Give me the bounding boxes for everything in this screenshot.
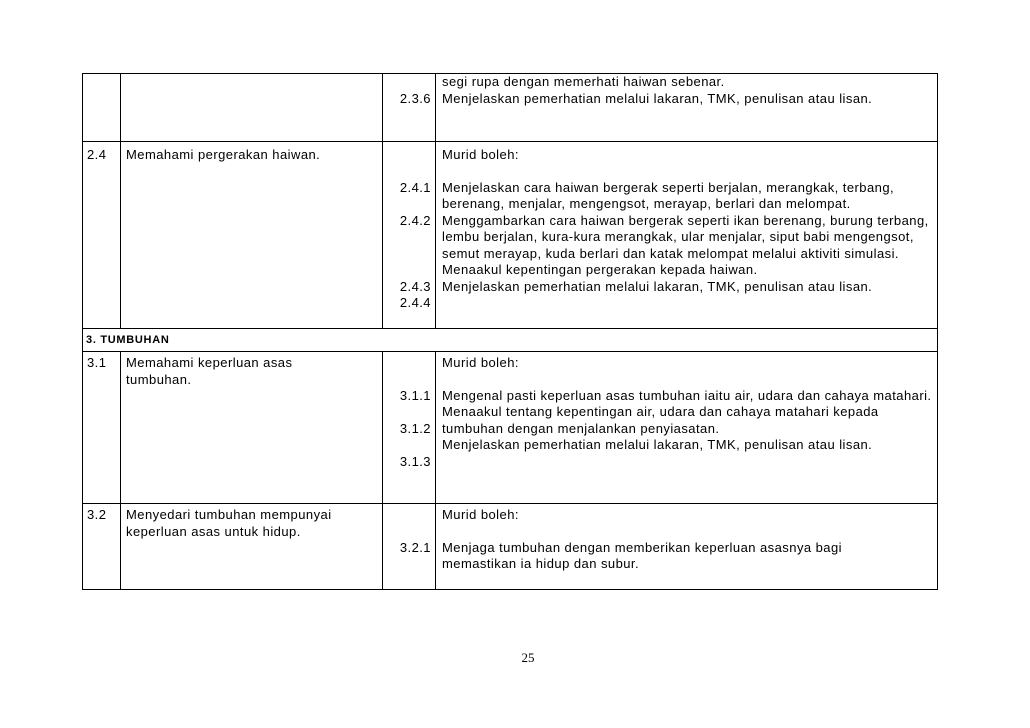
standard-title: Memahami pergerakan haiwan. bbox=[121, 142, 383, 329]
item-texts bbox=[436, 504, 938, 590]
item-numbers bbox=[383, 142, 436, 329]
intro-text: Murid boleh: bbox=[442, 507, 519, 522]
item-texts bbox=[436, 74, 938, 142]
item-number: 3.1.1 bbox=[399, 387, 431, 403]
item-text: Menjelaskan pemerhatian melalui lakaran, TMK, penulisan atau lisan. bbox=[442, 278, 873, 294]
item-text: segi rupa dengan memerhati haiwan sebenar. bbox=[442, 74, 725, 89]
standard-code: 3.2 bbox=[83, 504, 121, 590]
item-number: 3.1.2 bbox=[399, 420, 431, 436]
item-number: 2.4.4 bbox=[399, 295, 431, 310]
item-text: Menjelaskan pemerhatian melalui lakaran, TMK, penulisan atau lisan. bbox=[442, 437, 873, 452]
item-numbers bbox=[383, 74, 436, 142]
item-text: Menjaga tumbuhan dengan memberikan keperluan asasnya bagi memastikan ia hidup dan subur. bbox=[442, 539, 843, 571]
item-number bbox=[383, 74, 431, 91]
curriculum-table bbox=[82, 73, 938, 590]
table-row bbox=[83, 504, 938, 590]
standard-title: Menyedari tumbuhan mempunyai keperluan asas untuk hidup. bbox=[121, 504, 383, 590]
item-texts bbox=[436, 352, 938, 504]
section-row bbox=[83, 329, 938, 352]
section-heading: 3. TUMBUHAN bbox=[83, 329, 938, 352]
item-numbers bbox=[383, 504, 436, 590]
standard-code: 2.4 bbox=[83, 142, 121, 329]
standard-code: 3.1 bbox=[83, 352, 121, 504]
standard-title bbox=[121, 74, 383, 142]
intro-text: Murid boleh: bbox=[442, 355, 519, 370]
item-number: 3.2.1 bbox=[399, 539, 431, 555]
standard-title: Memahami keperluan asas tumbuhan. bbox=[121, 352, 383, 504]
table-row bbox=[83, 74, 938, 142]
table-row bbox=[83, 142, 938, 329]
item-number: 2.4.3 bbox=[399, 278, 431, 294]
item-text: Menaakul tentang kepentingan air, udara dan cahaya matahari kepada tumbuhan dengan menjalankan penyiasatan. bbox=[442, 404, 879, 436]
page-number: 25 bbox=[521, 650, 535, 665]
item-numbers bbox=[383, 352, 436, 504]
item-text: Menggambarkan cara haiwan bergerak seperti ikan berenang, burung terbang, lembu berjalan, kura-kura merangkak, ular menjalar, siput babi mengengsot, semut merayap, kuda berlari dan katak melompat melalui aktiviti simulasi. bbox=[442, 212, 929, 261]
item-text: Menaakul kepentingan pergerakan kepada haiwan. bbox=[442, 262, 758, 277]
item-number: 2.3.6 bbox=[399, 90, 431, 106]
intro-text: Murid boleh: bbox=[442, 147, 519, 162]
standard-code bbox=[83, 74, 121, 142]
item-number: 2.4.2 bbox=[399, 212, 431, 228]
item-texts bbox=[436, 142, 938, 329]
item-number: 3.1.3 bbox=[399, 453, 431, 469]
item-number: 2.4.1 bbox=[399, 179, 431, 195]
item-text: Menjelaskan pemerhatian melalui lakaran, TMK, penulisan atau lisan. bbox=[442, 90, 873, 106]
item-text: Mengenal pasti keperluan asas tumbuhan iaitu air, udara dan cahaya matahari. bbox=[442, 387, 932, 403]
item-text: Menjelaskan cara haiwan bergerak seperti berjalan, merangkak, terbang, berenang, menjalar, mengengsot, merayap, berlari dan melompat. bbox=[442, 179, 895, 211]
table-row bbox=[83, 352, 938, 504]
